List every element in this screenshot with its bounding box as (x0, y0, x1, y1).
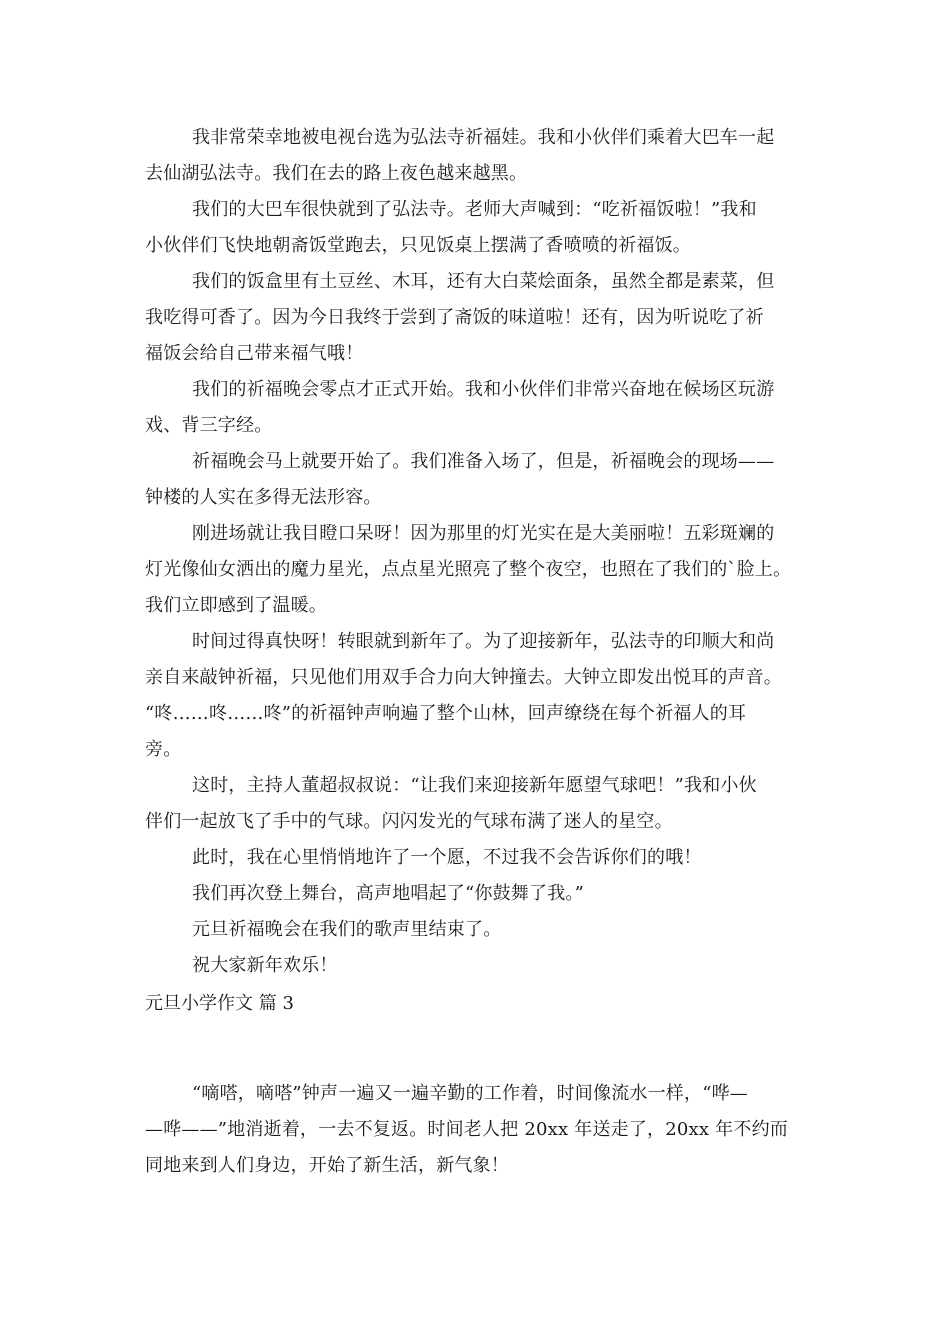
paragraph-line: 戏、背三字经。 (145, 415, 273, 436)
paragraph-line: 福饭会给自己带来福气哦！ (145, 343, 364, 364)
section-heading: 元旦小学作文 篇 3 (145, 993, 294, 1014)
paragraph-line: 这时，主持人董超叔叔说：“让我们来迎接新年愿望气球吧！”我和小伙 (192, 775, 757, 796)
paragraph-line: 刚进场就让我目瞪口呆呀！因为那里的灯光实在是大美丽啦！五彩斑斓的 (192, 523, 775, 544)
paragraph-line: 时间过得真快呀！转眼就到新年了。为了迎接新年，弘法寺的印顺大和尚 (192, 631, 775, 652)
paragraph-line: 小伙伴们飞快地朝斋饭堂跑去，只见饭桌上摆满了香喷喷的祈福饭。 (145, 235, 691, 256)
paragraph-line: 伴们一起放飞了手中的气球。闪闪发光的气球布满了迷人的星空。 (145, 811, 673, 832)
paragraph-line: “嘀嗒，嘀嗒”钟声一遍又一遍辛勤的工作着，时间像流水一样，“哗— (192, 1083, 749, 1104)
paragraph-line: 灯光像仙女洒出的魔力星光，点点星光照亮了整个夜空，也照在了我们的`脸上。 (145, 559, 792, 580)
paragraph-line: 元旦祈福晚会在我们的歌声里结束了。 (192, 919, 502, 940)
paragraph-line: 我非常荣幸地被电视台选为弘法寺祈福娃。我和小伙伴们乘着大巴车一起 (192, 127, 775, 148)
paragraph-line: “咚……咚……咚”的祈福钟声响遍了整个山林，回声缭绕在每个祈福人的耳 (145, 703, 747, 724)
paragraph-line: 亲自来敲钟祈福，只见他们用双手合力向大钟撞去。大钟立即发出悦耳的声音。 (145, 667, 782, 688)
paragraph-line: 我们再次登上舞台，高声地唱起了“你鼓舞了我。” (192, 883, 585, 904)
paragraph-line: 此时，我在心里悄悄地许了一个愿，不过我不会告诉你们的哦！ (192, 847, 702, 868)
paragraph-line: 去仙湖弘法寺。我们在去的路上夜色越来越黑。 (145, 163, 528, 184)
paragraph-line: —哗——”地消逝着，一去不复返。时间老人把 20xx 年送走了，20xx 年不约而 (145, 1119, 788, 1140)
paragraph-line: 我们的大巴车很快就到了弘法寺。老师大声喊到：“吃祈福饭啦！”我和 (192, 199, 757, 220)
paragraph-line: 旁。 (145, 739, 182, 760)
paragraph-line: 同地来到人们身边，开始了新生活，新气象！ (145, 1155, 509, 1176)
paragraph-line: 钟楼的人实在多得无法形容。 (145, 487, 382, 508)
paragraph-line: 我们的祈福晚会零点才正式开始。我和小伙伴们非常兴奋地在候场区玩游 (192, 379, 775, 400)
paragraph-line: 祝大家新年欢乐！ (192, 955, 338, 976)
paragraph-line: 祈福晚会马上就要开始了。我们准备入场了，但是，祈福晚会的现场—— (192, 451, 775, 472)
paragraph-line: 我们立即感到了温暖。 (145, 595, 327, 616)
paragraph-line: 我们的饭盒里有土豆丝、木耳，还有大白菜烩面条，虽然全都是素菜，但 (192, 271, 775, 292)
paragraph-line: 我吃得可香了。因为今日我终于尝到了斋饭的味道啦！还有，因为听说吃了祈 (145, 307, 764, 328)
